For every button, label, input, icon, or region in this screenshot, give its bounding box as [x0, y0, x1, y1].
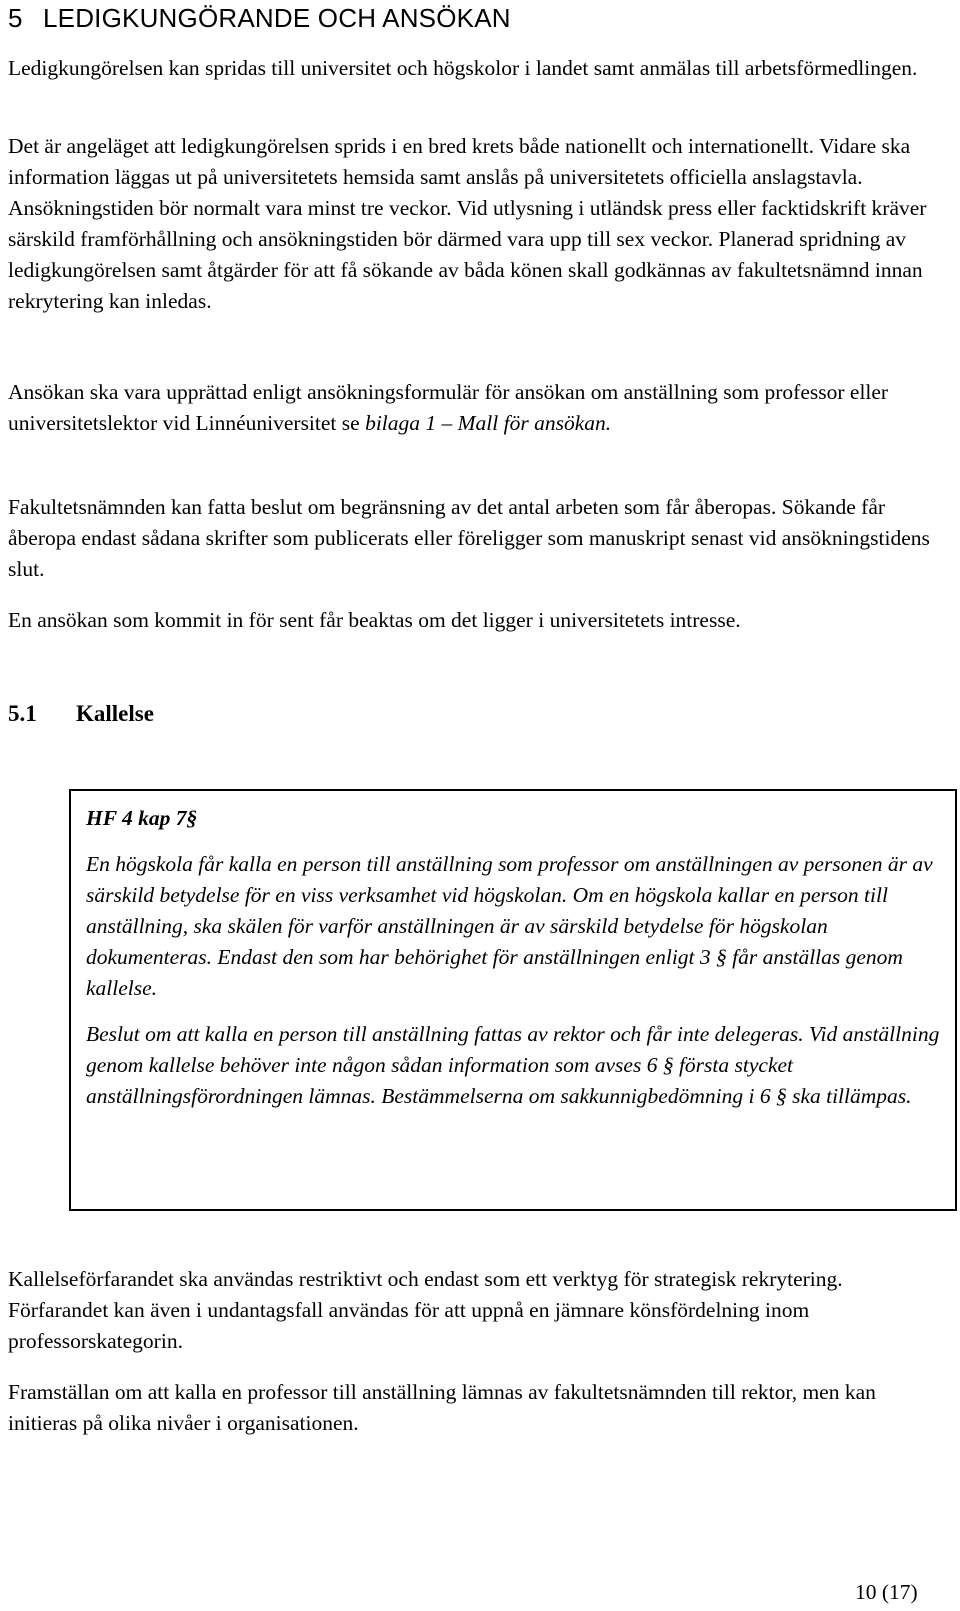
paragraph-late-application	[8, 605, 933, 636]
subsection-number: 5.1	[8, 701, 37, 726]
paragraph-text	[8, 377, 933, 439]
paragraph-text: Fakultetsnämnden kan fatta beslut om begränsning av det antal arbeten som får åberopas. Sökande får åberopa endast sådana skrifter som publicerats eller föreligger som manuskript senast vid ansökningstidens slut.	[8, 495, 930, 581]
paragraph-request	[8, 1377, 933, 1439]
paragraph-limitation	[8, 492, 933, 585]
section-title: LEDIGKUNGÖRANDE OCH ANSÖKAN	[43, 3, 511, 33]
appendix-reference: bilaga 1 – Mall för ansökan.	[365, 411, 612, 435]
law-quote-content	[86, 803, 944, 1112]
paragraph-distribution	[8, 53, 933, 84]
law-reference-title: HF 4 kap 7§	[86, 806, 198, 830]
page-number: 10 (17)	[855, 1580, 918, 1604]
law-quote-paragraph: Beslut om att kalla en person till anställning fattas av rektor och får inte delegeras. Vid anställning genom kallelse behöver inte någon sådan information som avses 6 § första stycket anställningsförordningen lämnas. Bestämmelserna om sakkunnigbedömning i 6 § ska tillämpas.	[86, 1022, 940, 1108]
paragraph-text-regular: Ansökan ska vara upprättad enligt ansökningsformulär för ansökan om anställning som professor eller universitetslektor vid Linnéuniversitet se	[8, 380, 889, 435]
section-number: 5	[8, 3, 23, 33]
paragraph-calling-procedure	[8, 1264, 933, 1357]
paragraph-text: Framställan om att kalla en professor till anställning lämnas av fakultetsnämnden till rektor, men kan initieras på olika nivåer i organisationen.	[8, 1380, 876, 1435]
law-quote-paragraph: En högskola får kalla en person till anställning som professor om anställningen av personen är av särskild betydelse för en viss verksamhet vid högskolan. Om en högskola kallar en person till anställning, ska skälen för varför anställningen är av särskild betydelse för högskolan dokumenteras. Endast den som har behörighet för anställningen enligt 3 § får anställas genom kallelse.	[86, 852, 933, 1000]
paragraph-text: Kallelseförfarandet ska användas restriktivt och endast som ett verktyg för strategisk rekrytering. Förfarandet kan även i undantagsfall användas för att uppnå en jämnare könsfördelning inom professorskategorin.	[8, 1267, 843, 1353]
law-quote-box	[69, 789, 957, 1211]
paragraph-announcement	[8, 131, 933, 317]
paragraph-text: En ansökan som kommit in för sent får beaktas om det ligger i universitetets intresse.	[8, 608, 741, 632]
paragraph-text: Det är angeläget att ledigkungörelsen sprids i en bred krets både nationellt och internationellt. Vidare ska information läggas ut på universitetets hemsida samt anslås på universitetets officiella anslagstavla. Ansökningstiden bör normalt vara minst tre veckor. Vid utlysning i utländsk press eller facktidskrift kräver särskild framförhållning och ansökningstiden bör därmed vara upp till sex veckor. Planerad spridning av ledigkungörelsen samt åtgärder för att få sökande av båda könen skall godkännas av fakultetsnämnd innan rekrytering kan inledas.	[8, 134, 927, 313]
paragraph-application-form	[8, 377, 933, 439]
subsection-heading	[8, 698, 154, 729]
section-heading	[8, 1, 511, 35]
subsection-title: Kallelse	[76, 701, 154, 726]
paragraph-text: Ledigkungörelsen kan spridas till universitet och högskolor i landet samt anmälas till arbetsförmedlingen.	[8, 56, 918, 80]
